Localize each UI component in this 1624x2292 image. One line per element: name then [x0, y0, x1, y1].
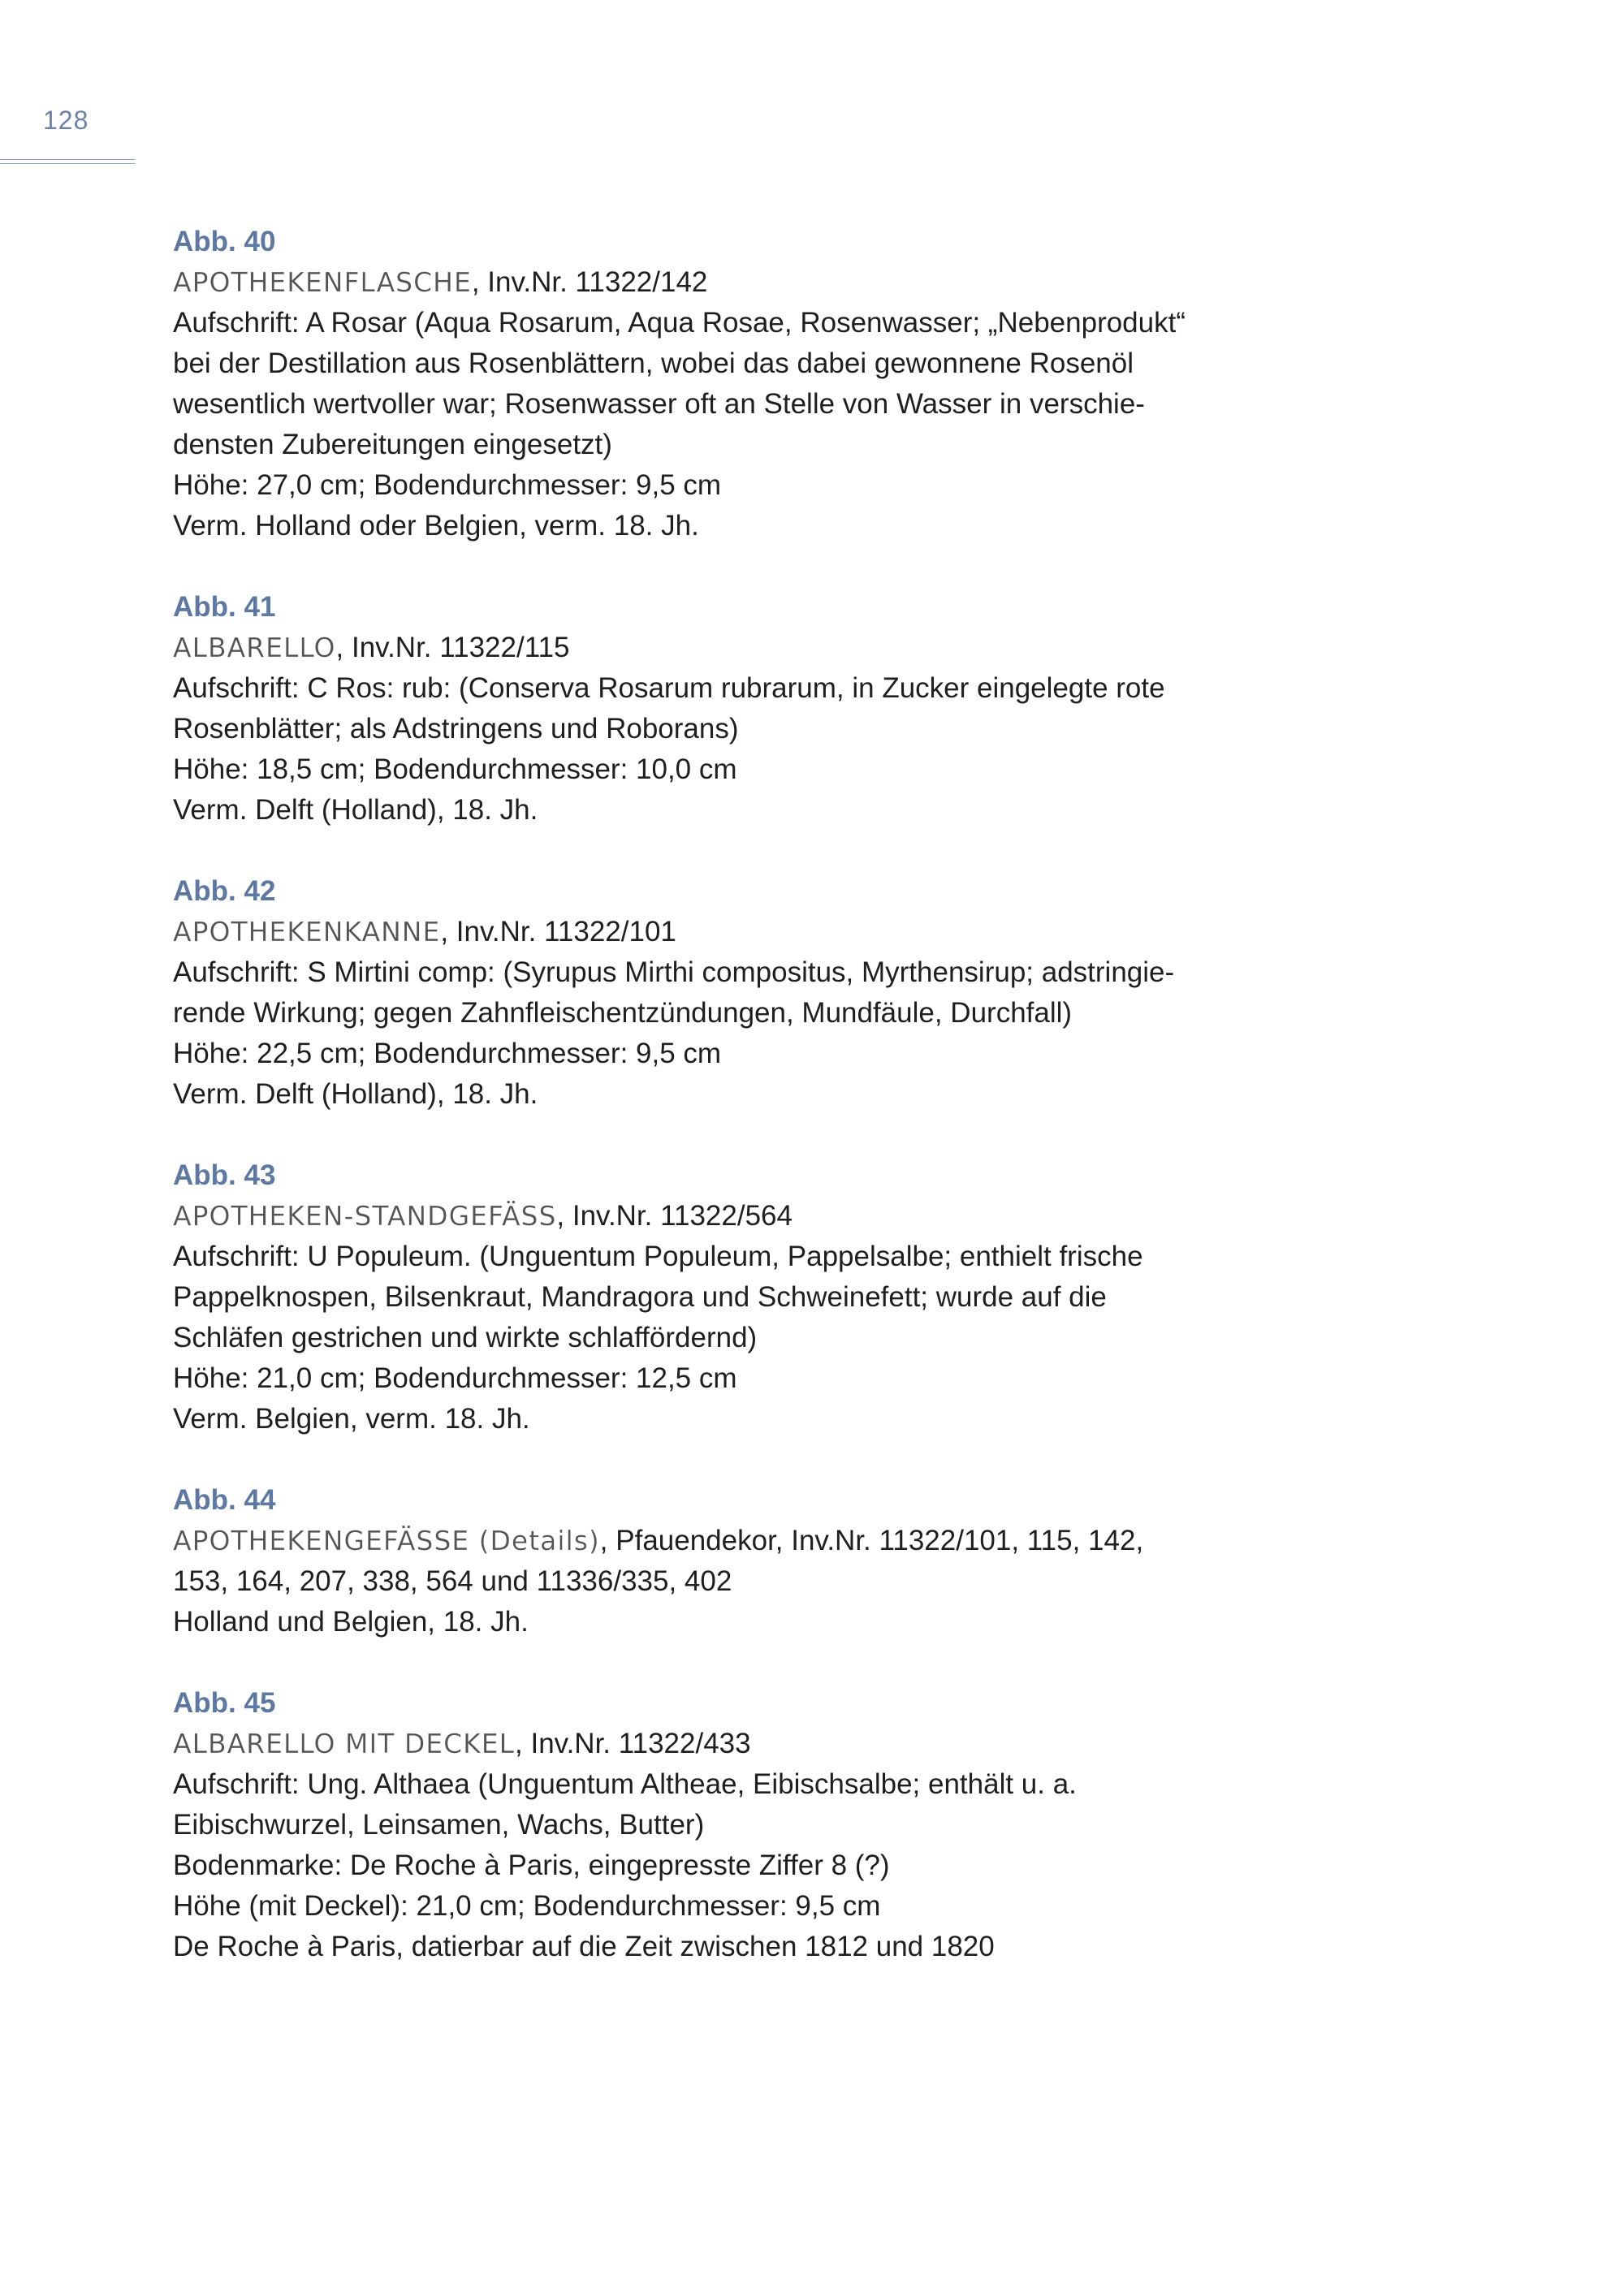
catalogue-entry — [173, 1480, 1310, 1642]
entry-text-line: Holland und Belgien, 18. Jh. — [173, 1606, 529, 1638]
entry-text-line: Höhe (mit Deckel): 21,0 cm; Bodendurchmesser: 9,5 cm — [173, 1890, 881, 1922]
entry-text-line: Höhe: 22,5 cm; Bodendurchmesser: 9,5 cm — [173, 1038, 722, 1069]
entry-text-line: Aufschrift: A Rosar (Aqua Rosarum, Aqua Rosae, Rosenwasser; „Nebenprodukt“ — [173, 307, 1186, 339]
inventory-number: , Inv.Nr. 11322/115 — [335, 632, 570, 663]
inventory-number: , Inv.Nr. 11322/433 — [515, 1728, 751, 1759]
figure-label: Abb. 45 — [173, 1687, 276, 1719]
object-title: APOTHEKENGEFÄSSE (Details) — [173, 1525, 600, 1556]
object-title: ALBARELLO MIT DECKEL — [173, 1728, 516, 1759]
entry-text-line: densten Zubereitungen eingesetzt) — [173, 429, 612, 460]
catalogue-entries — [173, 222, 1310, 2008]
figure-label: Abb. 40 — [173, 226, 276, 257]
inventory-number: , Pfauendekor, Inv.Nr. 11322/101, 115, 142, — [599, 1525, 1144, 1556]
object-title: APOTHEKENKANNE — [173, 916, 441, 947]
catalogue-entry — [173, 587, 1310, 831]
figure-label: Abb. 42 — [173, 875, 276, 907]
entry-text-line: 153, 164, 207, 338, 564 und 11336/335, 402 — [173, 1565, 732, 1597]
entry-heading — [173, 1196, 1310, 1237]
catalogue-entry — [173, 871, 1310, 1115]
entry-text-line: Verm. Belgien, verm. 18. Jh. — [173, 1403, 530, 1435]
entry-text-line: Höhe: 18,5 cm; Bodendurchmesser: 10,0 cm — [173, 753, 737, 785]
page-number-rule — [0, 159, 135, 164]
entry-text-line: Bodenmarke: De Roche à Paris, eingepresste Ziffer 8 (?) — [173, 1850, 890, 1881]
page-number: 128 — [43, 106, 89, 135]
entry-heading — [173, 1521, 1310, 1561]
entry-text-line: Aufschrift: S Mirtini comp: (Syrupus Mirthi compositus, Myrthensirup; adstringie- — [173, 956, 1175, 988]
entry-heading — [173, 262, 1310, 303]
figure-label: Abb. 43 — [173, 1159, 276, 1191]
entry-heading — [173, 1724, 1310, 1764]
object-title: APOTHEKEN-STANDGEFÄSS — [173, 1200, 557, 1232]
entry-text-line: bei der Destillation aus Rosenblättern, wobei das dabei gewonnene Rosenöl — [173, 347, 1134, 379]
entry-text-line: Rosenblätter; als Adstringens und Roborans) — [173, 713, 739, 745]
entry-text-line: wesentlich wertvoller war; Rosenwasser oft an Stelle von Wasser in verschie- — [173, 388, 1145, 420]
entry-heading — [173, 628, 1310, 668]
inventory-number: , Inv.Nr. 11322/101 — [440, 916, 676, 947]
object-title: ALBARELLO — [173, 632, 336, 663]
entry-text-line: Aufschrift: C Ros: rub: (Conserva Rosarum rubrarum, in Zucker eingelegte rote — [173, 672, 1165, 704]
entry-text-line: Aufschrift: Ung. Althaea (Unguentum Altheae, Eibischsalbe; enthält u. a. — [173, 1768, 1077, 1800]
entry-text-line: Aufschrift: U Populeum. (Unguentum Populeum, Pappelsalbe; enthielt frische — [173, 1241, 1143, 1272]
figure-label: Abb. 44 — [173, 1484, 276, 1516]
figure-label: Abb. 41 — [173, 591, 276, 623]
entry-text-line: Verm. Holland oder Belgien, verm. 18. Jh. — [173, 510, 699, 542]
object-title: APOTHEKENFLASCHE — [173, 266, 472, 298]
catalogue-entry — [173, 1683, 1310, 1967]
entry-text-line: Verm. Delft (Holland), 18. Jh. — [173, 794, 538, 826]
entry-text-line: Höhe: 27,0 cm; Bodendurchmesser: 9,5 cm — [173, 469, 722, 501]
entry-text-line: Eibischwurzel, Leinsamen, Wachs, Butter) — [173, 1809, 705, 1841]
entry-heading — [173, 912, 1310, 952]
inventory-number: , Inv.Nr. 11322/564 — [556, 1200, 793, 1232]
entry-text-line: rende Wirkung; gegen Zahnfleischentzündungen, Mundfäule, Durchfall) — [173, 997, 1073, 1029]
catalogue-entry — [173, 222, 1310, 546]
catalogue-entry — [173, 1155, 1310, 1440]
entry-text-line: De Roche à Paris, datierbar auf die Zeit zwischen 1812 und 1820 — [173, 1931, 995, 1962]
entry-text-line: Pappelknospen, Bilsenkraut, Mandragora und Schweinefett; wurde auf die — [173, 1281, 1107, 1313]
entry-text-line: Schläfen gestrichen und wirkte schlaffördernd) — [173, 1322, 758, 1353]
inventory-number: , Inv.Nr. 11322/142 — [471, 266, 708, 298]
entry-text-line: Verm. Delft (Holland), 18. Jh. — [173, 1078, 538, 1110]
entry-text-line: Höhe: 21,0 cm; Bodendurchmesser: 12,5 cm — [173, 1362, 737, 1394]
